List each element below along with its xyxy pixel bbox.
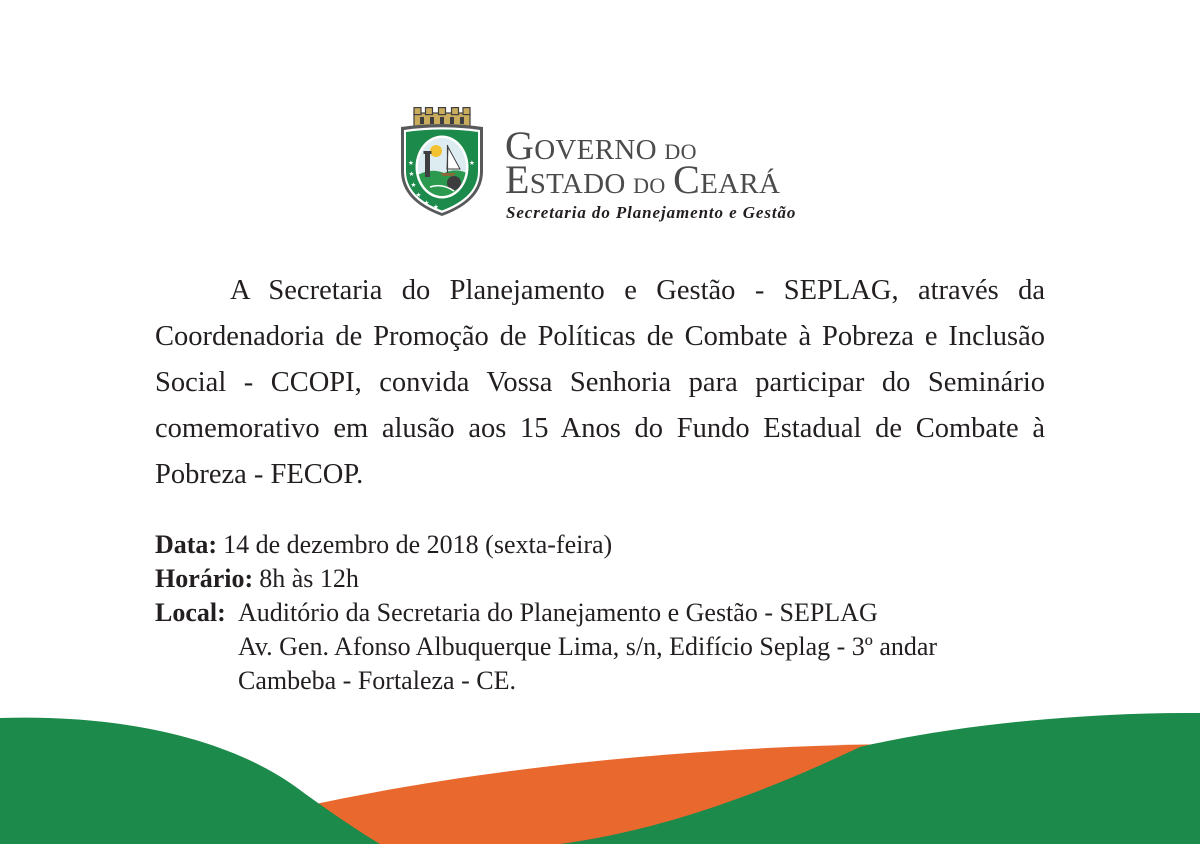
coat-of-arms-icon	[400, 107, 484, 217]
time-label: Horário:	[155, 564, 254, 593]
brand-letter-group: G	[505, 123, 535, 168]
brand-title-line-2	[505, 157, 781, 206]
brand-letter-group: C	[673, 157, 701, 202]
green-wave-left	[0, 718, 380, 844]
event-details	[155, 528, 1055, 698]
date-label: Data:	[155, 530, 218, 559]
decorative-waves	[0, 700, 1200, 844]
location-line: Auditório da Secretaria do Planejamento e Gestão - SEPLAG	[238, 598, 878, 627]
location-address	[238, 596, 1055, 698]
star-icon: ★	[408, 159, 414, 167]
location-label: Local:	[155, 598, 226, 627]
location-row	[155, 596, 1055, 698]
brand-letter-group: E	[505, 157, 530, 202]
date-row	[155, 528, 1055, 562]
location-line: Cambeba - Fortaleza - CE.	[238, 666, 516, 695]
time-row	[155, 562, 1055, 596]
star-icon: ★	[469, 159, 475, 167]
brand-letter-group: DO	[633, 173, 666, 198]
star-icon: ★	[415, 191, 422, 199]
star-icon: ★	[423, 199, 430, 207]
time-value: 8h às 12h	[259, 564, 359, 593]
brand-letter-group: STADO	[529, 168, 626, 200]
star-icon: ★	[410, 181, 417, 189]
star-icon: ★	[433, 203, 439, 211]
brand-letter-group: EARÁ	[700, 168, 781, 200]
star-icon: ★	[408, 170, 415, 178]
date-value: 14 de dezembro de 2018 (sexta-feira)	[223, 530, 613, 559]
brand-subtitle: Secretaria do Planejamento e Gestão	[506, 203, 797, 222]
invitation-paragraph: A Secretaria do Planejamento e Gestão - SEPLAG, através da Coordenadoria de Promoção de Políticas de Combate à Pobreza e Inclusão Social - CCOPI, convida Vossa Senhoria para participar do Seminário comemorativo em alusão aos 15 Anos do Fundo Estadual de Combate à Pobreza - FECOP.	[155, 275, 1045, 490]
brand-letter-group: OVERNO	[534, 134, 657, 166]
location-line: Av. Gen. Afonso Albuquerque Lima, s/n, Edifício Seplag - 3º andar	[238, 632, 938, 661]
brand-letter-group: DO	[664, 139, 697, 164]
